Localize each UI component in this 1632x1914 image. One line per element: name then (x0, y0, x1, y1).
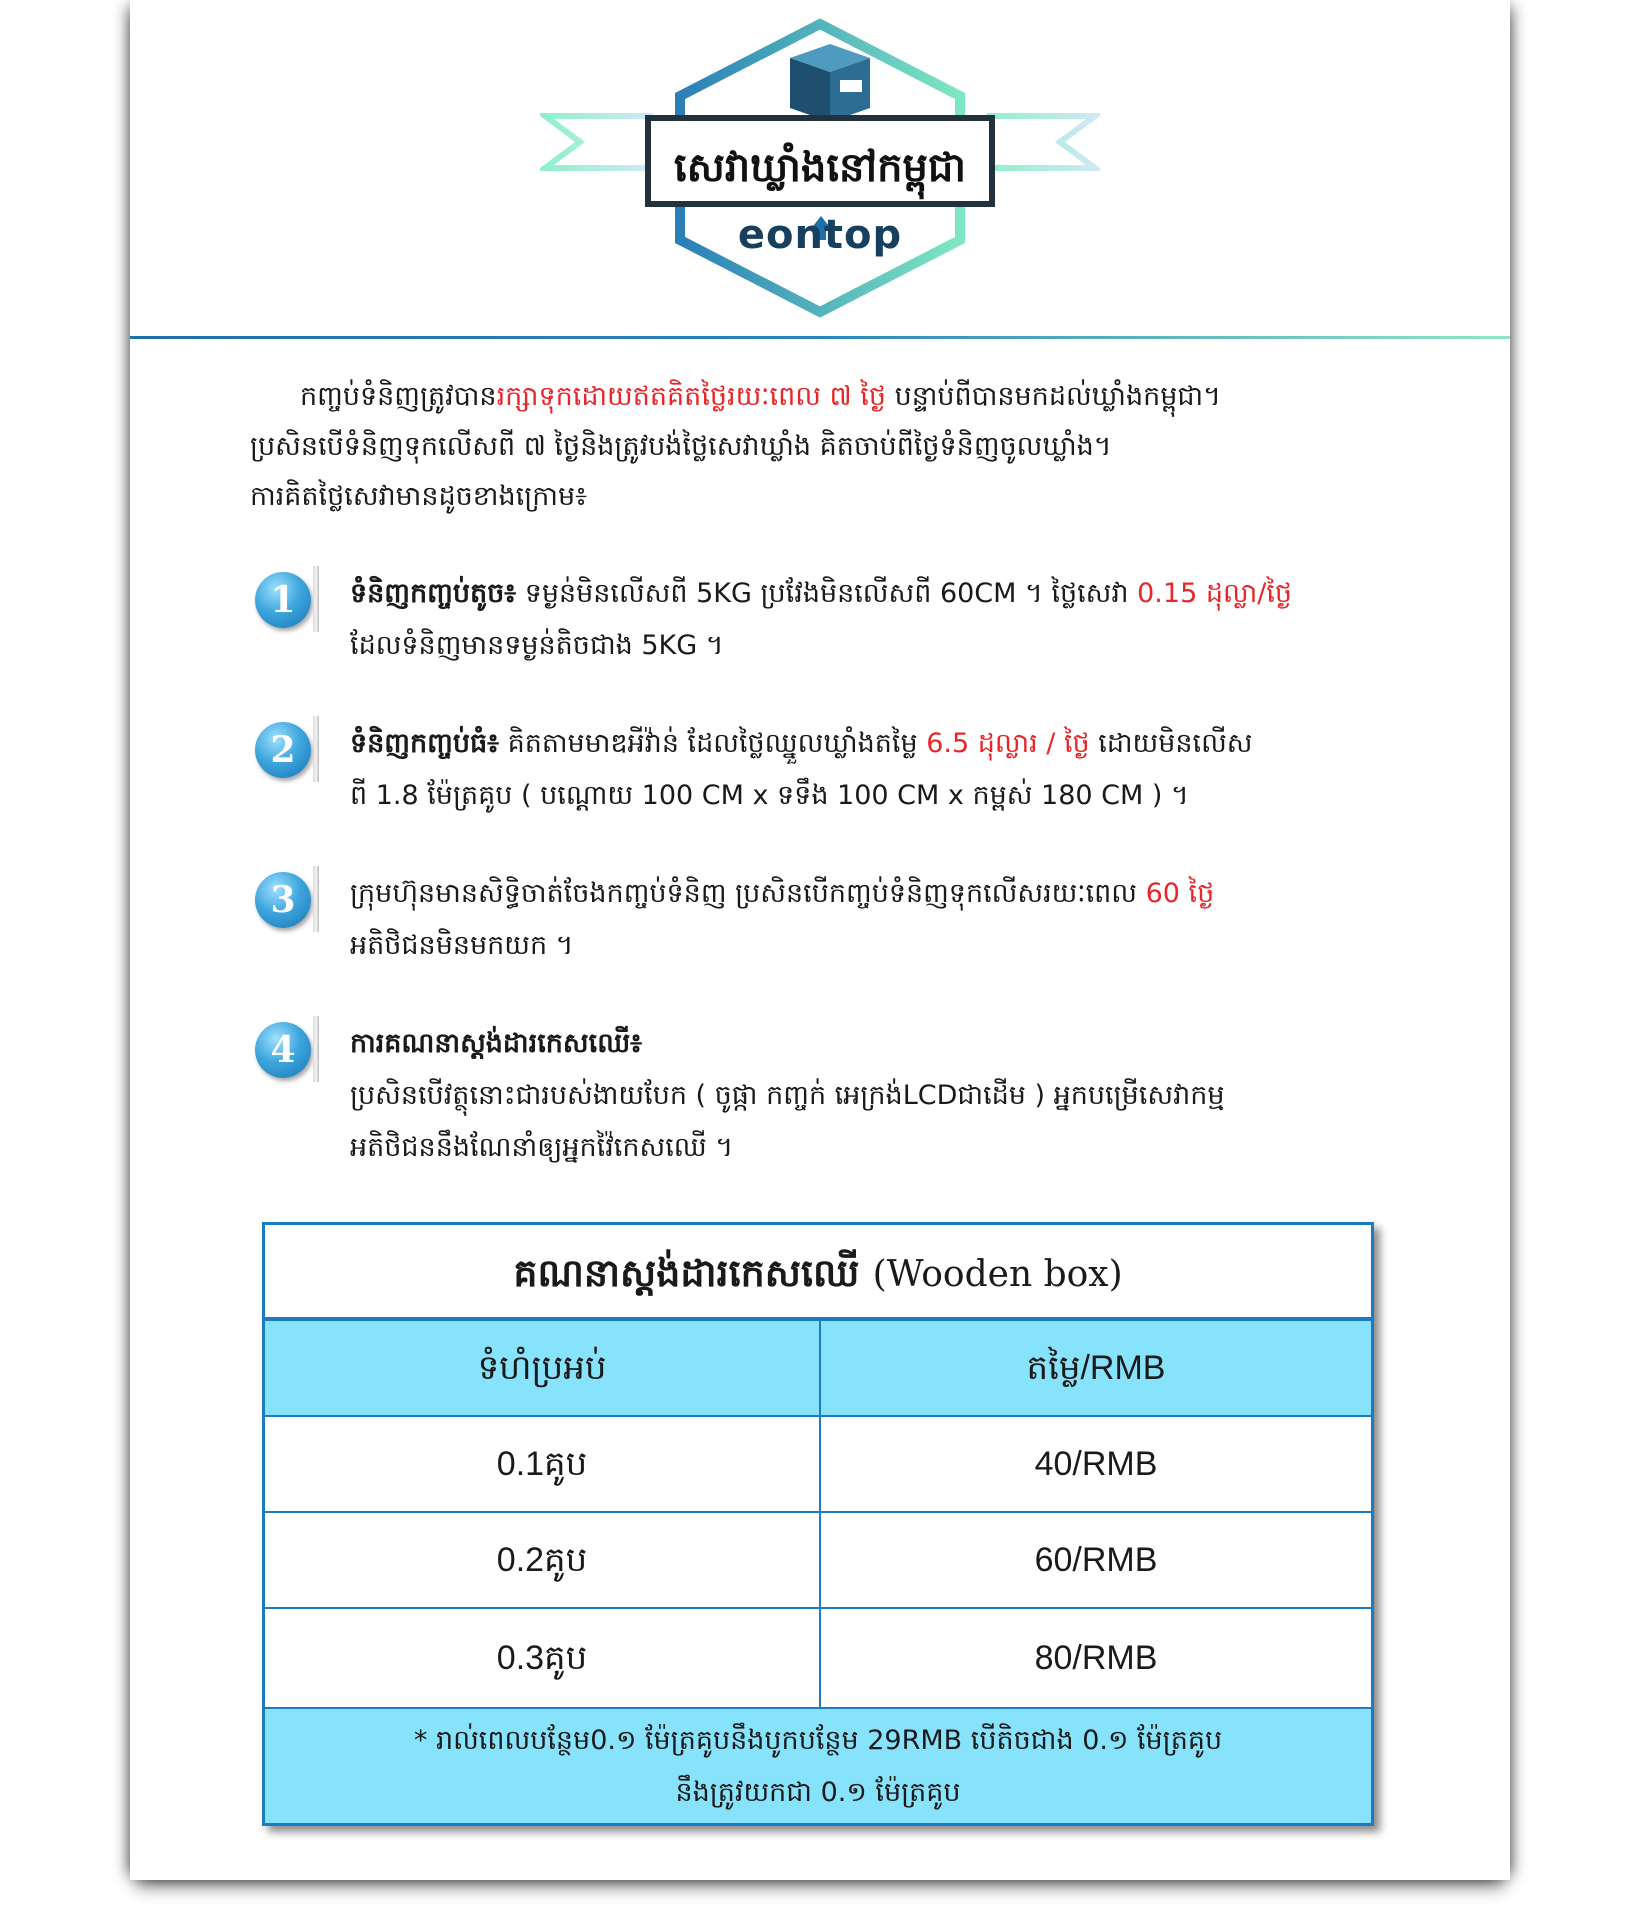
column-header-price: តម្លៃ/RMB (1026, 1349, 1166, 1387)
wooden-box-table (262, 1222, 1374, 1826)
footnote-line: * រាល់ពេលបន្ថែម0.១ ម៉ែត្រគូបនឹងបូកបន្ថែម 29RMB បើតិចជាង 0.១ ម៉ែត្រគូប (413, 1725, 1223, 1756)
footnote-line: នឹងត្រូវយកជា 0.១ ម៉ែត្រគូប (675, 1777, 961, 1808)
item-text: ទម្ងន់មិនលើសពី 5KG ប្រវែងមិនលើសពី 60CM ។ ថ្លៃសេវា (516, 578, 1138, 609)
item-text: គិតតាមមាឌអីវ៉ាន់ ដែលថ្លៃឈ្នួលឃ្លាំងតម្លៃ (498, 728, 927, 759)
logo-title: សេវាឃ្លាំងនៅកម្ពុជា (674, 145, 966, 191)
cell-price: 60/RMB (1034, 1541, 1158, 1579)
badge-divider (313, 716, 319, 782)
table-title-km: គណនាស្តង់ដារកេសឈើ (513, 1250, 860, 1295)
table-footnote (265, 1709, 1371, 1823)
intro-highlight: រក្សាទុកដោយឥតគិតថ្លៃរយៈពេល ៧ ថ្ងៃ (496, 381, 886, 412)
table-row (265, 1513, 1371, 1609)
cell-price: 80/RMB (1034, 1639, 1158, 1677)
table-title (265, 1225, 1371, 1321)
table-row (265, 1609, 1371, 1709)
item-highlight: 60 ថ្ងៃ (1145, 878, 1215, 909)
item-text: ក្រុមហ៊ុនមានសិទ្ធិចាត់ចែងកញ្ចប់ទំនិញ ប្រសិនបើកញ្ចប់ទំនិញទុកលើសរយៈពេល (350, 878, 1146, 909)
badge-divider (313, 566, 319, 632)
item-text: អតិថិជនមិនមកយក ។ (350, 930, 574, 961)
item-text: ដោយមិនលើស (1089, 728, 1253, 759)
intro-paragraph (250, 372, 1430, 522)
intro-text: កញ្ចប់ទំនិញត្រូវបាន (300, 381, 497, 412)
header-divider (130, 336, 1510, 339)
item-heading: ទំនិញកញ្ចប់តូច៖ (350, 578, 517, 609)
ribbon-right-tail (990, 116, 1095, 168)
brand-name: eontop (737, 212, 903, 258)
cell-size: 0.3គូប (265, 1609, 821, 1707)
intro-line-2: ប្រសិនបើទំនិញទុកលើសពី ៧ ថ្ងៃនិងត្រូវបង់ថ្លៃសេវាឃ្លាំង គិតចាប់ពីថ្ងៃទំនិញចូលឃ្លាំង។ (250, 431, 1112, 462)
badge-divider (313, 1016, 319, 1082)
item-text: ប្រសិនបើវត្ថុនោះជារបស់ងាយបែក ( ចូផ្កា កញ្ចក់ អេក្រង់LCDជាដើម ) អ្នកបម្រើសេវាកម្ម (350, 1080, 1225, 1111)
column-header-size: ទំហំប្រអប់ (265, 1321, 821, 1415)
ribbon-left-tail (545, 116, 650, 168)
item-highlight: 0.15 ដុល្លា/ថ្ងៃ (1137, 578, 1293, 609)
table-header-row (265, 1321, 1371, 1417)
cell-size: 0.2គូប (265, 1513, 821, 1607)
item-text: ដែលទំនិញមានទម្ងន់តិចជាង 5KG ។ (350, 630, 724, 661)
intro-text: បន្ទាប់ពីបានមកដល់ឃ្លាំងកម្ពុជា។ (885, 381, 1221, 412)
table-row (265, 1417, 1371, 1513)
intro-line-3: ការគិតថ្លៃសេវាមានដូចខាងក្រោម៖ (250, 481, 587, 512)
table-title-en: (Wooden box) (872, 1254, 1123, 1295)
intro-line-1 (250, 372, 1430, 422)
item-highlight: 6.5 ដុល្លារ / ថ្ងៃ (926, 728, 1090, 759)
item-text: ពី 1.8 ម៉ែត្រគូប ( បណ្តោយ 100 CM x ទទឹង 100 CM x កម្ពស់ 180 CM ) ។ (350, 780, 1189, 811)
badge-divider (313, 866, 319, 932)
cell-price: 40/RMB (1034, 1445, 1158, 1483)
cube-logo-icon (790, 44, 870, 122)
cell-size: 0.1គូប (265, 1417, 821, 1511)
number-badge: 4 (255, 1022, 311, 1078)
number-badge: 3 (255, 872, 311, 928)
item-heading: ការគណនាស្តង់ដារកេសឈើ៖ (350, 1028, 643, 1059)
item-text: អតិថិជននឹងណែនាំឲ្យអ្នកវ៉ៃកេសឈើ ។ (350, 1132, 734, 1163)
number-badge: 1 (255, 572, 311, 628)
item-heading: ទំនិញកញ្ចប់ធំ៖ (350, 728, 499, 759)
number-badge: 2 (255, 722, 311, 778)
